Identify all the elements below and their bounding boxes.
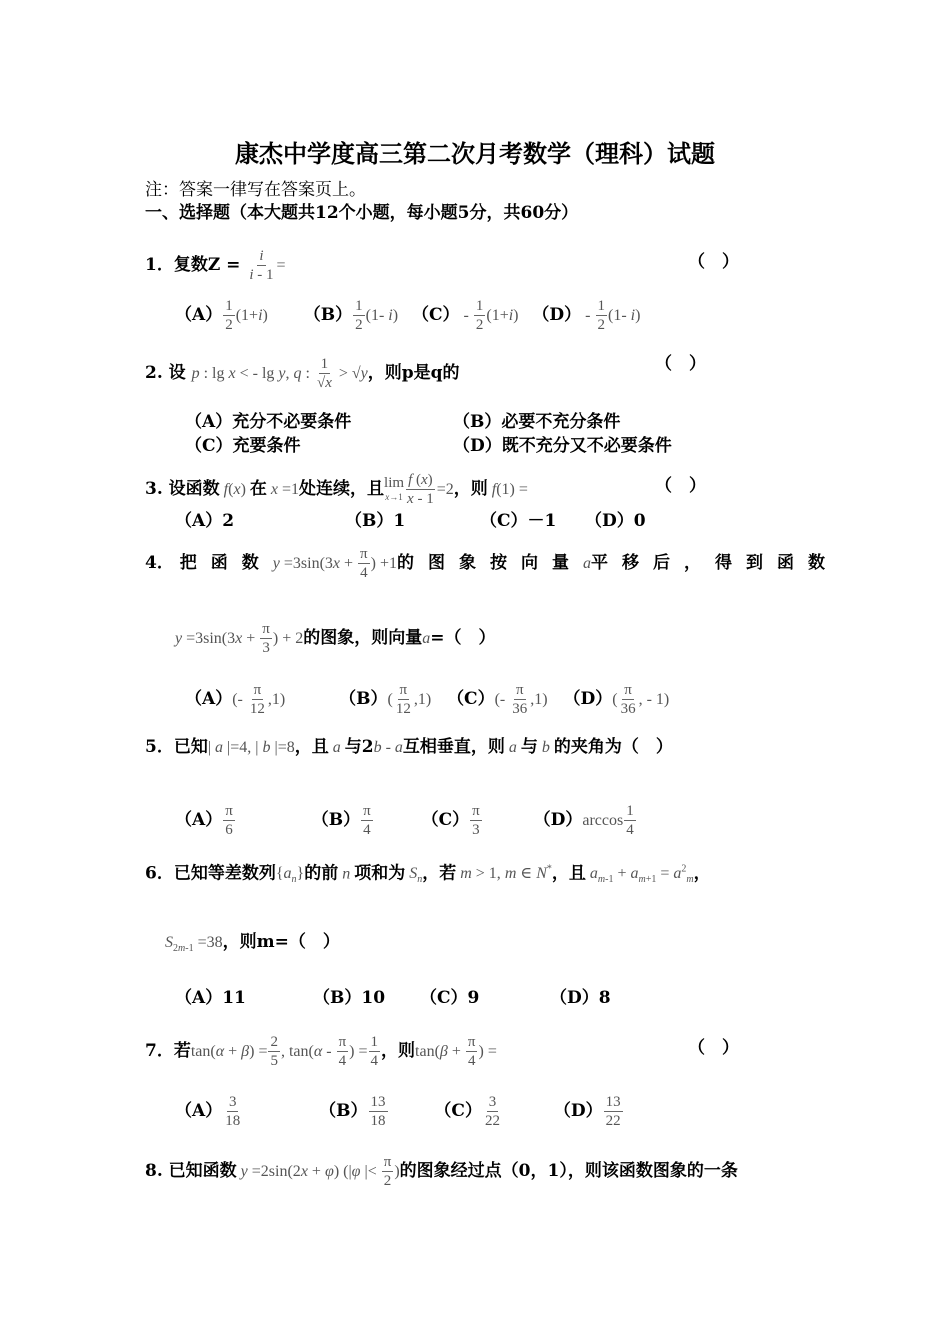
q2-answer-blank[interactable]: （ ） [655,354,706,374]
q8-tail: 的图象经过点（0，1），则该函数图象的一条 [399,1161,738,1181]
q2-option-d: （D）既不充分又不必要条件 [453,436,672,456]
q6-option-b: （B）10 [313,988,386,1008]
note: 注：答案一律写在答案页上。 [145,180,366,200]
q2-option-a: （A）充分不必要条件 [185,412,352,432]
q5-option-d: （D） [533,810,583,830]
q6-text-5: ， [693,863,711,884]
question-6: 6．已知等差数列$\{a_n\}$的前 n 项和为 $S_n$，若 m > 1, m ∈ N*，且 $a_{m-1} + a_{m+1} = a^2_m$， [145,863,711,886]
q1-option-d: （D） [532,305,582,325]
q3-number: 3. 设函数 [145,479,220,499]
question-1: 1．复数Z = $\frac{i}{i - 1}$ = [145,248,286,283]
q3-text-2: 处连续，且 [299,479,385,499]
q1-options: （A） $\frac{1}{2}$ (1+i) （B） $\frac{1}{2}$ (1- i) （C） - $\frac{1}{2}$ (1+i) （D） - $\frac{1}{2}$ (1- i) [175,298,641,333]
q2-option-c: （C）充要条件 [185,436,301,456]
q2-option-b: （B）必要不充分条件 [453,412,621,432]
q5-text-4: 与 [520,737,538,757]
q6-number: 6．已知等差数列 [145,863,276,884]
q7-options: （A） $\frac{3}{18}$ （B） $\frac{13}{18}$ （C） $\frac{3}{22}$ （D） $\frac{13}{22}$ [175,1094,621,1129]
section-heading: 一、选择题（本大题共12个小题，每小题5分，共60分） [145,203,579,223]
q4-option-b: （B） [339,689,388,709]
q5-option-a: （A） [175,810,223,830]
question-8: 8. 已知函数 y =2sin(2x + φ) (|φ |< $\frac{\pi}{2}$ )的图象经过点（0，1），则该函数图象的一条 [145,1154,738,1189]
q2-number: 2. 设 [145,363,186,383]
q1-answer-blank[interactable]: （ ） [688,252,739,272]
q7-option-b: （B） [319,1101,368,1121]
q6-text-2: 项和为 [354,863,406,884]
q6-text-1: 的前 [304,863,339,884]
q4-option-c: （C） [447,689,495,709]
q3-text-3: ，则 [453,479,488,499]
q6-text-6: ，则m=（ ） [222,932,340,952]
q6-option-d: （D）8 [550,988,611,1008]
q3-option-d: （D）0 [585,511,646,531]
q6-option-a: （A）11 [175,988,246,1008]
q7-number: 7．若 [145,1041,191,1061]
q7-option-c: （C） [434,1101,482,1121]
page-title: 康杰中学度高三第二次月考数学（理科）试题 [235,139,715,168]
q1-option-c: （C） [412,305,460,325]
q4-text-1: 把函数 [179,553,273,573]
q4-text-4: 的图象，则向量 [303,628,423,648]
q3-answer-blank[interactable]: （ ） [655,476,706,496]
q7-option-d: （D） [553,1101,603,1121]
q1-option-a: （A） [175,305,223,325]
question-3: 3. 设函数 f(x) 在 x =1处连续，且 lim x→1 $\frac{f (x)}{x - 1}$ =2，则 f(1) = [145,472,528,507]
question-6-line-2: $S_{2m-1} =38$，则m=（ ） [165,932,340,955]
question-4-line-2: y =3sin(3x + $\frac{\pi}{3}$ ) + 2的图象，则向量a=（ ） [175,621,496,656]
q5-text-2: 与2 [344,737,374,757]
q4-option-a: （A） [185,689,233,709]
q4-options: （A）(- $\frac{\pi}{12}$ ,1) （B）( $\frac{\pi}{12}$ ,1) （C）(- $\frac{\pi}{36}$ ,1) （D）( $\frac{\pi}{36}$ , - 1) [185,682,670,717]
q1-stem: 复数Z = [173,255,241,275]
q5-text-1: ，且 [294,737,329,757]
q6-option-c: （C）9 [420,988,480,1008]
question-4: 4． 把函数y =3sin(3x + $\frac{\pi}{4}$ ) +1的图象按向量a平移后，得到函数 [145,546,839,581]
q2-tail: ，则p是q的 [367,363,460,383]
q1-fraction: $\frac{i}{i - 1}$ [249,248,274,283]
q4-text-5: =（ ） [430,628,496,648]
q5-option-c: （C） [421,810,470,830]
q3-option-a: （A）2 [175,511,235,531]
q5-options: （A） $\frac{\pi}{6}$ （B） $\frac{\pi}{4}$ （C） $\frac{\pi}{3}$ （D）arccos $\frac{1}{4}$ [175,803,634,838]
q1-option-b: （B） [303,305,353,325]
q8-number: 8. 已知函数 [145,1161,237,1181]
question-2: 2. 设 p : lg x < - lg y, q : $\frac{1}{√x}$ > √y，则p是q的 [145,356,460,391]
q7-option-a: （A） [175,1101,223,1121]
q6-text-4: ，且 [551,863,586,884]
q1-number: 1． [145,255,174,275]
question-5: 5．已知| a |=4, | b |=8，且 a 与2b - a互相垂直，则 a 与 b 的夹角为（ ） [145,737,673,757]
q7-answer-blank[interactable]: （ ） [688,1038,739,1058]
q5-text-3: 互相垂直，则 [402,737,505,757]
q7-text-1: ，则 [381,1041,416,1061]
q6-text-3: ，若 [422,863,457,884]
q5-number: 5．已知 [145,737,208,757]
q3-option-c: （C）－1 [480,511,557,531]
q5-text-5: 的夹角为（ ） [553,737,673,757]
q4-number: 4． [145,553,174,573]
q4-option-d: （D） [563,689,613,709]
q4-text-3: 平移后，得到函数 [590,553,839,573]
q5-option-b: （B） [311,810,361,830]
q4-text-2: 的图象按向量 [396,553,583,573]
q3-text-1: 在 [249,479,267,499]
q3-option-b: （B）1 [345,511,406,531]
question-7: 7．若tan(α + β) = $\frac{2}{5}$ , tan(α - $\frac{\pi}{4}$ ) = $\frac{1}{4}$ ，则tan(β + $\frac{\pi}{4}$ ) = [145,1034,497,1069]
